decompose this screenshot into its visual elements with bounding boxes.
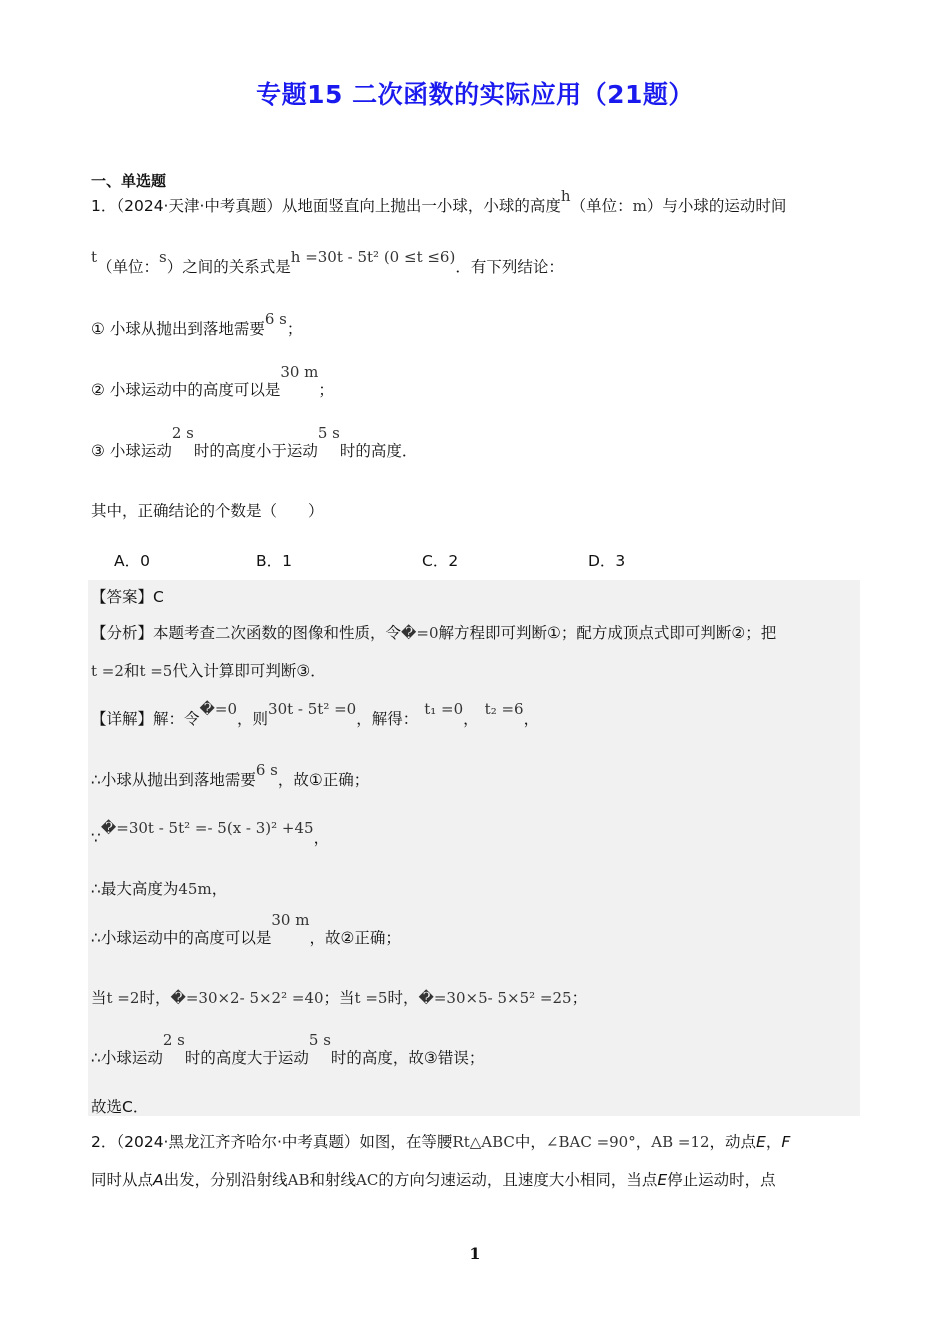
point-e: E [756,1133,766,1151]
detail-line-3 [91,819,330,848]
detail-comma-2: ， [523,710,540,728]
q2-line1 [91,1130,790,1152]
detail-l1-text: ∴小球从抛出到落地需要 [91,771,256,789]
math-45m: 45m [178,880,212,898]
page-title: 专题15 二次函数的实际应用（21题） [256,80,694,109]
detail-line-2 [91,761,370,790]
math-h40: �=30×2- 5×2² =40 [170,989,324,1007]
detail-then: ，则 [237,710,269,728]
detail-solve: ，解得： [356,710,419,728]
q2-text-3: ，动点 [709,1133,757,1151]
conclusion-3-end: 时的高度． [339,442,418,460]
conclusion-2-text: ② 小球运动中的高度可以是 [91,381,281,399]
conclusion-3-mid: 时的高度小于运动 [193,442,318,460]
math-t2-3: t =2 [106,989,140,1007]
detail-l4-end: ，故②正确； [309,929,401,947]
point-e-2: E [657,1171,668,1189]
detail-l5-when: 当 [91,989,107,1007]
q1-conclusion-1 [91,310,303,339]
math-ab12: AB =12 [651,1133,710,1151]
detail-l2-end: ， [313,829,330,847]
math-rt-triangle: Rt△ABC [452,1133,515,1151]
option-b: B．1 [256,552,292,570]
detail-l5-end: ； [571,989,588,1007]
point-f: F [781,1133,791,1151]
math-2s-2: 2 s [162,1031,185,1049]
detail-l6-text: ∴小球运动 [91,1049,163,1067]
detail-l1-end: ，故①正确； [277,771,370,789]
q2-text-2: 中， [514,1133,546,1151]
q2-comma-2: ， [765,1133,782,1151]
q2-l2-text-2: 出发，分别沿射线 [163,1171,288,1189]
detail-comma: ， [463,710,479,728]
math-t2: t =2 [91,662,124,680]
q2-l2-text-1: 同时从点 [91,1171,154,1189]
analysis-line-1 [91,621,776,643]
analysis-line-2 [91,659,326,681]
analysis-text-2: 解方程即可判断①；配方成顶点式即可判断②；把 [438,624,777,642]
analysis-text-3: 代入计算即可判断③． [172,662,326,680]
option-a: A．0 [114,552,150,570]
detail-l4-text: ∴小球运动中的高度可以是 [91,929,272,947]
section-heading: 一、单选题 [91,172,167,190]
math-5s-2: 5 s [308,1031,331,1049]
option-c: C．2 [422,552,459,570]
detail-l5-at-2: 时， [387,989,419,1007]
math-6s-2: 6 s [255,761,278,779]
analysis-text: 【分析】本题考查二次函数的图像和性质，令 [91,624,402,642]
math-2s: 2 s [171,424,194,442]
detail-line-6 [91,986,587,1008]
q1-question: 其中，正确结论的个数是（ ） [91,502,324,520]
detail-l5-when-2: ；当 [323,989,355,1007]
conclusion-2-end: ； [318,381,334,399]
q2-l2-text-5: 停止运动时，点 [667,1171,776,1189]
detail-l6-mid: 时的高度大于运动 [184,1049,309,1067]
detail-text: 【详解】解：令 [91,710,200,728]
point-a: A [153,1171,164,1189]
math-m: m [632,197,647,215]
math-6s: 6 s [264,310,287,328]
detail-l6-end: 时的高度，故③错误； [330,1049,485,1067]
q2-text-1: 2．（2024·黑龙江齐齐哈尔·中考真题）如图，在等腰 [91,1133,453,1151]
q1-line2 [91,248,564,277]
q2-l2-text-3: 和射线 [309,1171,357,1189]
math-t5-3: t =5 [354,989,388,1007]
q1-unit-label-2: （单位： [97,258,160,276]
math-angle-bac: ∠BAC =90° [545,1133,636,1151]
detail-line-7 [91,1031,485,1068]
q1-conclusion-3 [91,424,418,461]
because-symbol: ∵ [91,829,101,847]
analysis-and: 和 [123,662,140,680]
conclusion-1-text: ① 小球从抛出到落地需要 [91,320,265,338]
conclusion-3-text: ③ 小球运动 [91,442,172,460]
math-ray-ac: AC [356,1171,379,1189]
q2-line2 [91,1168,776,1190]
q1-stem-text: 1．（2024·天津·中考真题）从地面竖直向上抛出一小球，小球的高度 [91,197,561,215]
page-number: 1 [469,1244,481,1263]
q2-l2-text-4: 的方向匀速运动，且速度大小相同，当点 [378,1171,658,1189]
option-d: D．3 [588,552,626,570]
math-30m: 30 m [280,363,319,381]
q1-unit-label: （单位： [570,197,633,215]
q1-stem-text-2: ）与小球的运动时间 [646,197,787,215]
q1-conclusion-2 [91,363,334,400]
q1-line1 [91,187,787,216]
q1-relation-text: ）之间的关系式是 [166,258,291,276]
q2-comma: ， [635,1133,652,1151]
math-t2-root: t₂ =6 [484,700,524,718]
answer-line: 【答案】C [91,588,164,606]
detail-l5-at: 时， [139,989,171,1007]
math-t5: t =5 [139,662,173,680]
math-h0: �=0 [401,624,439,642]
math-formula: h =30t - 5t² (0 ≤t ≤6) [290,248,456,266]
math-30m-2: 30 m [271,911,310,929]
math-h0-2: �=0 [199,700,238,718]
math-5s: 5 s [317,424,340,442]
math-vertex-form: �=30t - 5t² =- 5(x - 3)² +45 [100,819,314,837]
math-h: h [560,187,571,205]
q1-conclusions-text: ．有下列结论： [455,258,564,276]
math-equation: 30t - 5t² =0 [268,700,357,718]
math-ray-ab: AB [287,1171,310,1189]
detail-conclusion: 故选C． [91,1098,149,1116]
math-h25: �=30×5- 5×5² =25 [418,989,572,1007]
math-t1: t₁ =0 [424,700,464,718]
detail-line-1 [91,700,540,729]
math-t: t [91,248,98,266]
conclusion-1-end: ； [286,320,303,338]
detail-l3-text: ∴最大高度为 [91,880,179,898]
detail-l3-end: ， [211,880,228,898]
detail-line-5 [91,911,401,948]
detail-line-4 [91,877,227,899]
math-s: s [159,248,167,266]
